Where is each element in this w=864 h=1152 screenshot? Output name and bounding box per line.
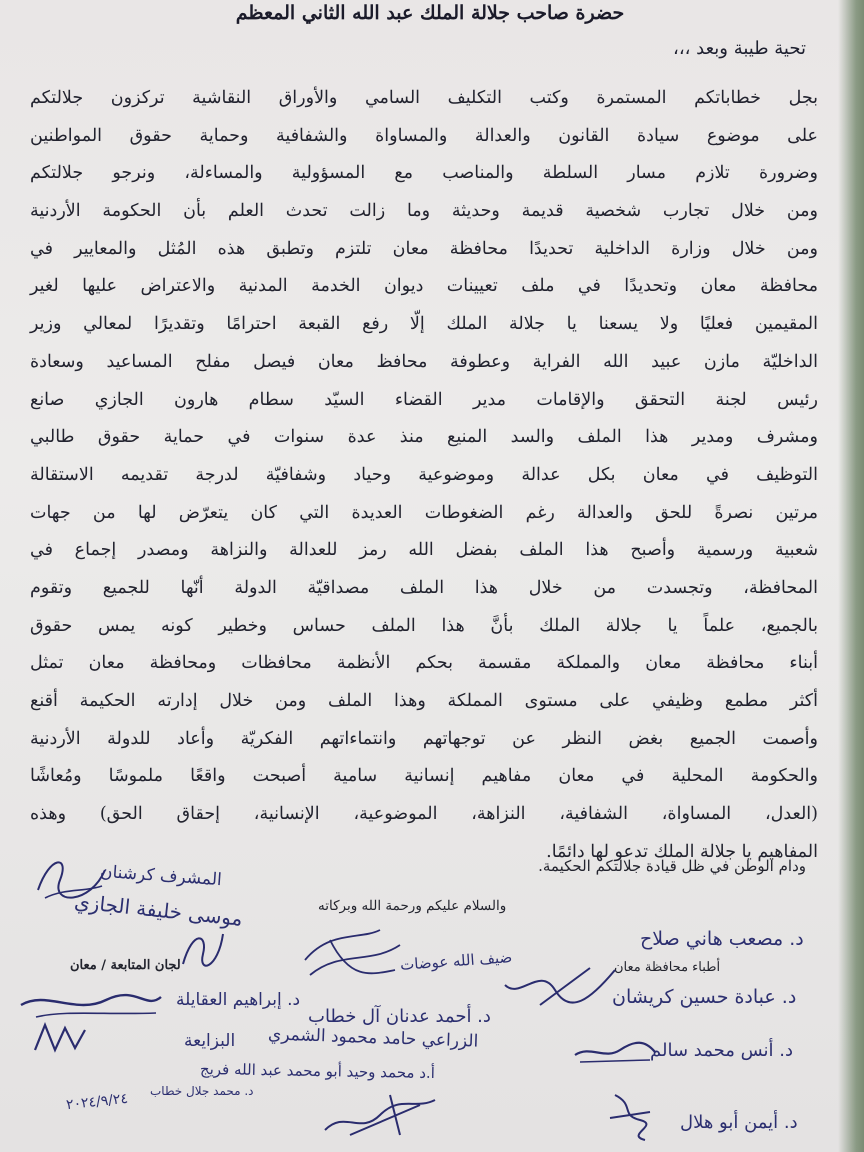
letter-title: حضرة صاحب جلالة الملك عبد الله الثاني المعظم <box>235 2 625 24</box>
closing-wish: ودام الوطن في ظل قيادة جلالتكم الحكيمة. <box>538 857 806 875</box>
signature-scribble <box>30 850 110 910</box>
signature-scribble <box>500 960 620 1010</box>
letter-body <box>30 80 818 871</box>
body-line: رئيس لجنة التحقق والإقامات مدير القضاء السيّد سطام هارون الجازي صانع <box>30 389 818 410</box>
closing-salutation: والسلام عليكم ورحمة الله وبركاته <box>318 898 507 914</box>
body-line: الداخليّة مازن عبيد الله الفراية وعطوفة محافظ معان فيصل مفلح المساعيد وسعادة <box>30 351 818 372</box>
handwritten-name: د. أنس محمد سالم <box>650 1040 794 1061</box>
signature-scribble <box>30 1020 90 1060</box>
body-line: (العدل، المساواة، الشفافية، النزاهة، الموضوعية، الإنسانية، إحقاق الحق) وهذه <box>30 804 818 825</box>
body-line: بجل خطاباتكم المستمرة وكتب التكليف السامي والأوراق النقاشية تركزون جلالتكم <box>30 88 818 108</box>
handwritten-date: ٢٠٢٤/٩/٢٤ <box>65 1090 129 1114</box>
body-line: ومن خلال تجارب شخصية قديمة وحديثة وما زالت تحدث العلم بأن الحكومة الأردنية <box>30 201 818 222</box>
body-line: أبناء محافظة معان والمملكة مقسمة بحكم الأنظمة محافظات ومحافظة معان تمثل <box>30 653 818 674</box>
signature-scribble <box>570 1030 660 1070</box>
handwritten-name: موسى خليفة الجازي <box>73 889 244 931</box>
body-line: المقيمين فعليًا ولا يسعنا يا جلالة الملك إلّا رفع القبعة احترامًا وتقديرًا لمعالي وزير <box>30 314 818 335</box>
body-line: شعبية ورسمية وأصبح هذا الملف بفضل الله رمز للعدالة والنزاهة ومصدر إجماع في <box>30 540 818 561</box>
body-line: والحكومة المحلية في معان مفاهيم إنسانية سامية أصبحت واقعًا ملموسًا ومُعاشًا <box>30 766 818 787</box>
label-doctors: أطباء محافظة معان <box>614 960 721 975</box>
body-line: أكثر مطمع وظيفي على مستوى المملكة وهذا الملف ومن خلال إدارته الحكيمة أقنع <box>30 691 818 711</box>
handwritten-name: ضيف الله عوضات <box>399 948 513 974</box>
signature-scribble <box>320 1090 440 1140</box>
body-line: محافظة معان وتحديدًا في ملف تعيينات ديوان الخدمة المدنية والاعتراض عليها لغير <box>30 276 818 297</box>
body-line: بالجميع، علماً يا جلالة الملك بأنَّ هذا الملف حساس وخطير كونه يمس حقوق <box>30 615 818 636</box>
handwritten-name: د. عبادة حسين كريشان <box>612 986 797 1008</box>
signature-scribble <box>300 920 410 990</box>
body-line: ومشرف ومدير هذا الملف والسد المنيع منذ عدة سنوات في حماية حقوق طالبي <box>30 427 818 448</box>
handwritten-name: الزراعي حامد محمود الشمري <box>267 1024 479 1052</box>
body-line: المحافظة، وتجسدت من خلال هذا الملف مصداقيّة الدولة أنّها للجميع وتقوم <box>30 577 818 598</box>
handwritten-name: البزايعة <box>184 1031 236 1051</box>
body-line: وضرورة تلازم مسار السلطة والمناصب مع المسؤولية والمساءلة، ونرجو جلالتكم <box>30 163 818 184</box>
handwritten-name: د. مصعب هاني صلاح <box>640 928 804 950</box>
signature-scribble <box>605 1090 655 1145</box>
body-line: المفاهيم يا جلالة الملك تدعو لها دائمًا. <box>546 841 818 862</box>
handwritten-name: د. أيمن أبو هلال <box>680 1112 798 1133</box>
handwritten-name: د. أحمد عدنان آل خطاب <box>308 1006 491 1027</box>
page-shadow <box>838 0 864 1152</box>
handwritten-name: المشرف كرشنان <box>99 861 223 891</box>
label-committees: لجان المتابعة / معان <box>70 958 181 973</box>
body-line: التوظيف في معان بكل عدالة وموضوعية وحياد وشفافيّة لدرجة تقديمه الاستقالة <box>30 464 818 485</box>
handwritten-name: د. إبراهيم العقايلة <box>176 990 301 1010</box>
handwritten-name: أ.د محمد وحيد أبو محمد عبد الله فريج <box>199 1059 436 1083</box>
body-line: مرتين نصرةً للحق والعدالة رغم الضغوطات العديدة التي كان يتعرّض لها من جهات <box>30 502 818 523</box>
handwritten-name: د. محمد جلال خطاب <box>150 1084 254 1098</box>
body-line: وأصمت الجميع بغض النظر عن توجهاتهم وانتماءاتهم الفكريّة وأعاد للدولة الأردنية <box>30 728 818 749</box>
body-line: على موضوع سيادة القانون والعدالة والمساواة والشفافية وحماية حقوق المواطنين <box>30 125 818 146</box>
letter-greeting: تحية طيبة وبعد ،،، <box>673 38 806 59</box>
signature-scribble <box>16 985 166 1025</box>
signature-scribble <box>178 924 228 974</box>
body-line: ومن خلال وزارة الداخلية تحديدًا محافظة معان تلتزم وتطبق هذه المُثل والمعايير في <box>30 238 818 259</box>
